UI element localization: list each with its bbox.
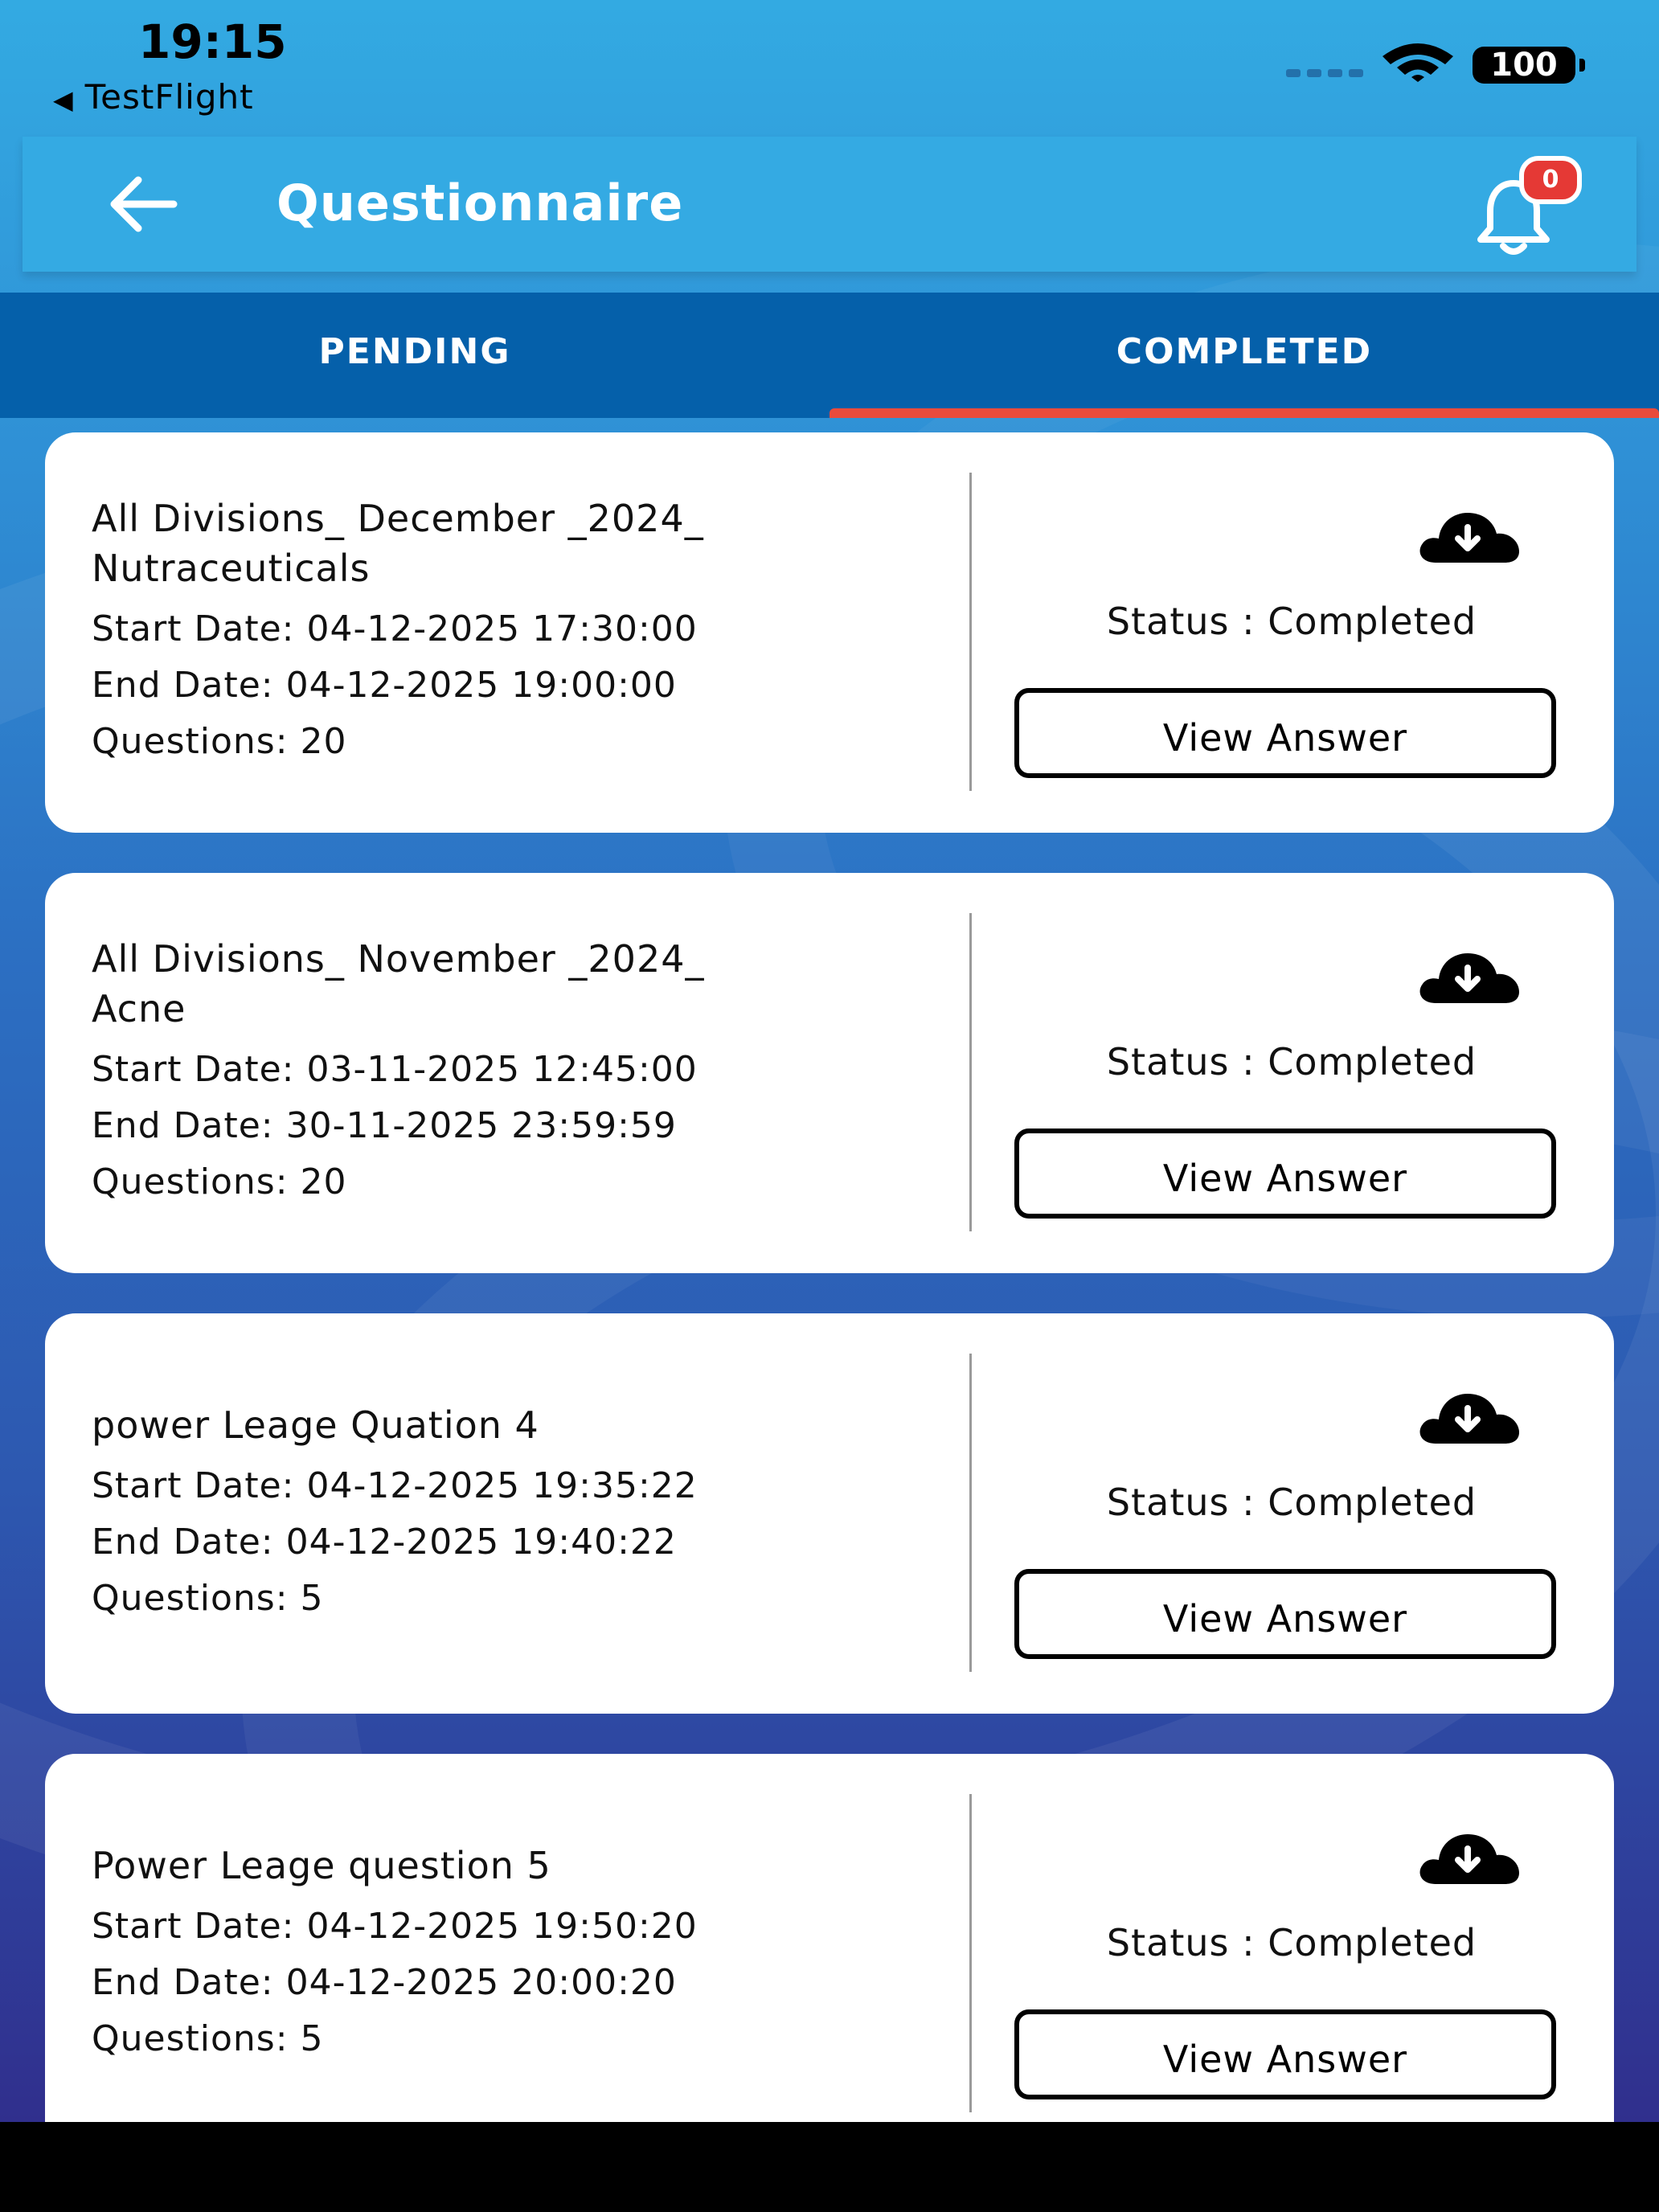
- status-label: Status : Completed: [1106, 1481, 1477, 1524]
- status-time: 19:15: [138, 14, 287, 69]
- status-label: Status : Completed: [1106, 1921, 1477, 1964]
- view-answer-button[interactable]: View Answer: [1014, 1129, 1556, 1219]
- battery-icon: 100: [1473, 47, 1575, 84]
- active-tab-indicator: [830, 408, 1659, 418]
- cloud-download-icon[interactable]: [1415, 950, 1521, 1006]
- questionnaire-title: Power Leage question 5: [92, 1844, 551, 1887]
- question-count: Questions: 5: [92, 1578, 324, 1619]
- question-count: Questions: 20: [92, 1161, 347, 1202]
- questionnaire-details: [92, 432, 960, 833]
- question-count: Questions: 5: [92, 2018, 324, 2059]
- question-count: Questions: 20: [92, 721, 347, 762]
- cloud-download-icon[interactable]: [1415, 1391, 1521, 1447]
- cloud-download-icon[interactable]: [1415, 510, 1521, 566]
- questionnaire-title-line: Acne: [92, 987, 186, 1030]
- questionnaire-title: [92, 494, 960, 593]
- arrow-left-icon[interactable]: [103, 172, 183, 236]
- app-header: [23, 137, 1636, 272]
- questionnaire-card: [45, 1754, 1614, 2122]
- questionnaire-title-line: All Divisions_ November _2024_: [92, 937, 705, 981]
- end-date: End Date: 04-12-2025 19:40:22: [92, 1522, 677, 1563]
- wifi-icon: [1379, 42, 1456, 82]
- end-date: End Date: 04-12-2025 19:00:00: [92, 665, 677, 706]
- questionnaire-details: [92, 1313, 960, 1714]
- questionnaire-title: [92, 934, 960, 1034]
- back-app-label: TestFlight: [84, 77, 254, 117]
- view-answer-button[interactable]: View Answer: [1014, 2009, 1556, 2099]
- status-label: Status : Completed: [1106, 1040, 1477, 1083]
- back-to-testflight[interactable]: [53, 77, 254, 117]
- start-date: Start Date: 04-12-2025 19:50:20: [92, 1906, 698, 1947]
- tab-pending[interactable]: PENDING: [318, 331, 511, 372]
- questionnaire-details: [92, 873, 960, 1273]
- questionnaire-card: [45, 873, 1614, 1273]
- status-label: Status : Completed: [1106, 600, 1477, 643]
- cloud-download-icon[interactable]: [1415, 1831, 1521, 1887]
- end-date: End Date: 04-12-2025 20:00:20: [92, 1962, 677, 2003]
- start-date: Start Date: 03-11-2025 12:45:00: [92, 1049, 698, 1090]
- questionnaire-details: [92, 1754, 960, 2122]
- questionnaire-title-line: All Divisions_ December _2024_: [92, 497, 704, 540]
- start-date: Start Date: 04-12-2025 19:35:22: [92, 1465, 698, 1506]
- questionnaire-card: [45, 432, 1614, 833]
- status-bar: [0, 0, 1659, 135]
- tab-bar: [0, 293, 1659, 418]
- cellular-signal-icon: [1286, 69, 1363, 77]
- notification-badge: 0: [1519, 156, 1582, 204]
- back-triangle-icon: ◀: [53, 84, 74, 115]
- end-date: End Date: 30-11-2025 23:59:59: [92, 1105, 677, 1146]
- start-date: Start Date: 04-12-2025 17:30:00: [92, 608, 698, 649]
- view-answer-button[interactable]: View Answer: [1014, 1569, 1556, 1659]
- page-title: Questionnaire: [276, 174, 684, 232]
- questionnaire-title: power Leage Quation 4: [92, 1403, 539, 1447]
- questionnaire-card: [45, 1313, 1614, 1714]
- tab-completed[interactable]: COMPLETED: [1116, 331, 1373, 372]
- view-answer-button[interactable]: View Answer: [1014, 688, 1556, 778]
- questionnaire-title-line: Nutraceuticals: [92, 547, 371, 590]
